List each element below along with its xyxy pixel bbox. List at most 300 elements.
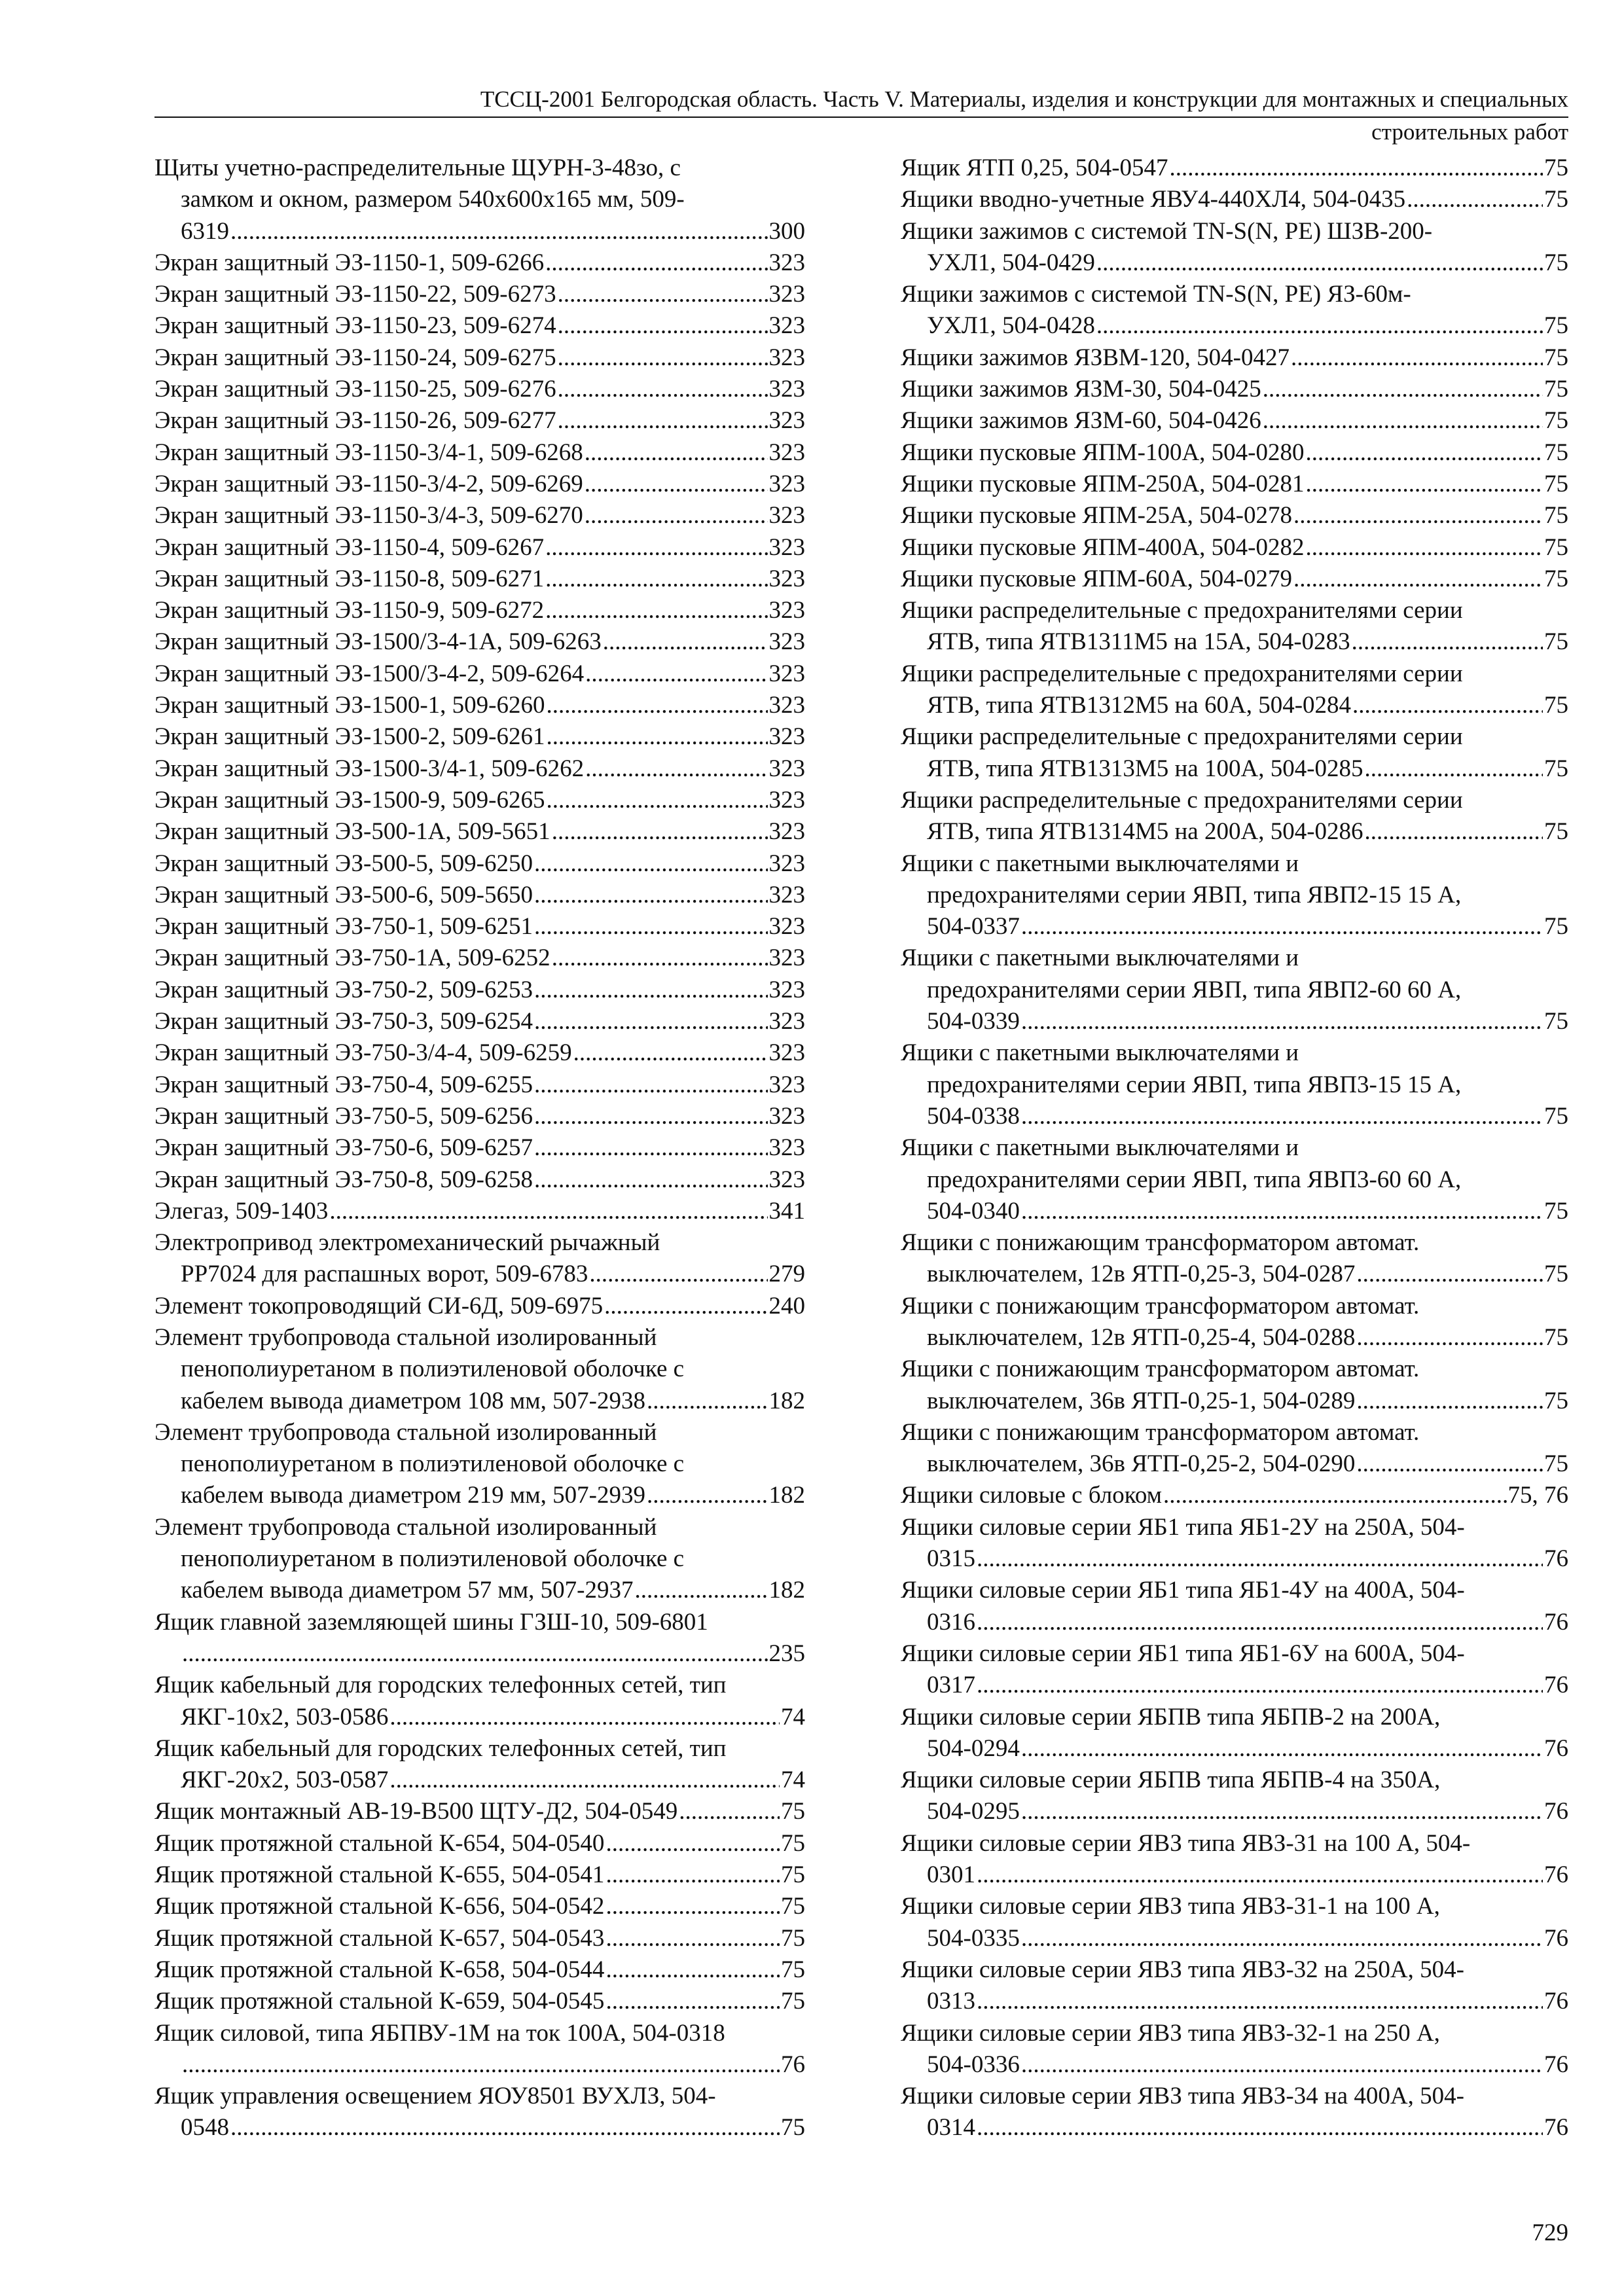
entry-page-ref: 323	[768, 628, 805, 656]
entry-last-line	[181, 1259, 805, 1290]
entry-last-line	[154, 1923, 805, 1954]
dot-leader	[1356, 1386, 1543, 1417]
dot-leader	[605, 1891, 780, 1922]
dot-leader	[534, 848, 768, 880]
entry-title: Экран защитный ЭЗ-1500/3-4-1А, 509-6263	[154, 628, 602, 656]
entry-last-line	[927, 1923, 1568, 1954]
index-entry	[154, 753, 805, 785]
index-entry	[154, 247, 805, 279]
index-entry	[901, 374, 1568, 405]
index-entry	[901, 564, 1568, 595]
entry-page-ref: 341	[768, 1197, 805, 1225]
entry-title: Экран защитный ЭЗ-500-1А, 509-5651	[154, 818, 550, 846]
index-entry	[901, 152, 1568, 184]
index-entry	[154, 1069, 805, 1101]
entry-last-line	[927, 247, 1568, 279]
index-entry	[154, 279, 805, 310]
index-entry	[901, 942, 1568, 1037]
entry-last-line	[927, 753, 1568, 785]
dot-leader	[977, 1859, 1543, 1891]
entry-title: 504-0294	[927, 1734, 1020, 1762]
entry-text-line: Ящики с понижающим трансформатором автомат.	[901, 1229, 1420, 1257]
entry-last-line	[154, 880, 805, 911]
entry-last-line	[154, 1132, 805, 1164]
dot-leader	[1021, 1101, 1543, 1132]
dot-leader	[977, 1670, 1543, 1701]
entry-last-line	[154, 658, 805, 690]
entry-page-ref: 323	[768, 533, 805, 561]
entry-last-line	[901, 342, 1568, 374]
index-entry	[154, 342, 805, 374]
entry-title: Экран защитный ЭЗ-1500-3/4-1, 509-6262	[154, 755, 585, 782]
dot-leader	[605, 1923, 780, 1954]
index-entry	[154, 1132, 805, 1164]
dot-leader	[534, 1132, 768, 1164]
entry-title: ЯТВ, типа ЯТВ1314М5 на 200А, 504-0286	[927, 818, 1363, 846]
index-entry	[154, 405, 805, 437]
index-entry	[154, 848, 805, 880]
entry-page-ref: 182	[768, 1577, 805, 1604]
dot-leader	[585, 753, 767, 785]
entry-last-line	[154, 595, 805, 626]
entry-page-ref: 323	[768, 1071, 805, 1098]
dot-leader	[635, 1575, 768, 1606]
entry-text-line: Ящики с пакетными выключателями и	[901, 1039, 1299, 1067]
entry-page-ref: 75	[1544, 439, 1568, 466]
index-entry	[901, 721, 1568, 785]
entry-title: Ящики пусковые ЯПМ-400А, 504-0282	[901, 533, 1305, 561]
entry-text-line: Ящики силовые серии ЯБПВ типа ЯБПВ-4 на 350А,	[901, 1767, 1441, 1794]
entry-title: ЯКГ-20х2, 503-0587	[181, 1767, 389, 1794]
dot-leader	[585, 500, 768, 531]
entry-title: Экран защитный ЭЗ-1150-24, 509-6275	[154, 344, 556, 371]
dot-leader	[545, 247, 767, 279]
entry-page-ref: 323	[768, 976, 805, 1003]
entry-title: Ящик протяжной стальной К-656, 504-0542	[154, 1893, 605, 1920]
entry-title: выключателем, 12в ЯТП-0,25-4, 504-0288	[927, 1323, 1356, 1351]
entry-last-line	[181, 1765, 805, 1796]
entry-title: Экран защитный ЭЗ-1500-2, 509-6261	[154, 723, 545, 751]
dot-leader	[552, 816, 768, 848]
entry-last-line	[927, 1386, 1568, 1417]
index-entry	[154, 658, 805, 690]
index-entry	[154, 690, 805, 721]
entry-title: Экран защитный ЭЗ-500-6, 509-5650	[154, 881, 533, 908]
index-entry	[901, 532, 1568, 564]
index-entry	[901, 469, 1568, 500]
entry-last-line	[927, 1986, 1568, 2017]
entry-last-line	[154, 469, 805, 500]
entry-last-line	[154, 1859, 805, 1891]
entry-page-ref: 76	[1544, 1672, 1568, 1699]
entry-page-ref: 323	[768, 1102, 805, 1130]
entry-text-line: Ящики с пакетными выключателями и	[901, 1134, 1299, 1162]
entry-last-line	[927, 816, 1568, 848]
index-entry	[154, 500, 805, 531]
entry-page-ref: 75	[1544, 312, 1568, 340]
entry-page-ref: 323	[768, 786, 805, 814]
dot-leader	[1407, 184, 1543, 215]
entry-last-line	[181, 1480, 805, 1511]
entry-title: Экран защитный ЭЗ-1150-1, 509-6266	[154, 249, 545, 276]
dot-leader	[1352, 690, 1543, 721]
entry-last-line	[154, 1164, 805, 1196]
entry-title: 504-0336	[927, 2051, 1020, 2078]
entry-title: ЯТВ, типа ЯТВ1311М5 на 15А, 504-0283	[927, 628, 1350, 656]
dot-leader	[558, 310, 768, 342]
dot-leader	[389, 1765, 780, 1796]
header-title-line: ТССЦ-2001 Белгородская область. Часть V. Материалы, изделия и конструкции для монтажных и специальных	[480, 86, 1568, 112]
index-entry	[154, 1891, 805, 1922]
entry-title: Ящики пусковые ЯПМ-250А, 504-0281	[901, 470, 1305, 497]
entry-last-line	[901, 532, 1568, 564]
entry-page-ref: 74	[781, 1703, 805, 1731]
entry-title: Экран защитный ЭЗ-1500-1, 509-6260	[154, 692, 545, 719]
dot-leader	[1352, 626, 1543, 658]
entry-title: Экран защитный ЭЗ-1150-4, 509-6267	[154, 533, 545, 561]
entry-page-ref: 75	[1544, 1102, 1568, 1130]
dot-leader	[977, 1607, 1543, 1638]
entry-last-line	[154, 942, 805, 974]
entry-page-ref: 323	[768, 1039, 805, 1067]
entry-title: Экран защитный ЭЗ-750-4, 509-6255	[154, 1071, 533, 1098]
entry-text-line: предохранителями серии ЯВП, типа ЯВП3-60 60 А,	[927, 1166, 1462, 1193]
entry-last-line	[154, 721, 805, 753]
entry-title: выключателем, 36в ЯТП-0,25-1, 504-0289	[927, 1387, 1356, 1414]
entry-page-ref: 323	[768, 439, 805, 466]
entry-title: 0548	[181, 2114, 229, 2142]
dot-leader	[1291, 342, 1543, 374]
entry-last-line	[901, 152, 1568, 184]
entry-text-line: Ящики с понижающим трансформатором автомат.	[901, 1418, 1420, 1446]
entry-title: кабелем вывода диаметром 219 мм, 507-2939	[181, 1482, 645, 1509]
index-entry	[901, 1702, 1568, 1765]
index-entry	[901, 279, 1568, 342]
entry-text-line: Ящики силовые серии ЯВЗ типа ЯВЗ-31 на 100 А, 504-	[901, 1829, 1471, 1857]
entry-title: Ящик протяжной стальной К-659, 504-0545	[154, 1988, 605, 2015]
entry-text-line: Ящик управления освещением ЯОУ8501 ВУХЛЗ, 504-	[154, 2083, 716, 2110]
dot-leader	[534, 880, 768, 911]
entry-last-line	[927, 1670, 1568, 1701]
entry-text-line: Ящики с понижающим трансформатором автомат.	[901, 1355, 1420, 1383]
entry-last-line	[154, 1037, 805, 1069]
dot-leader	[558, 342, 768, 374]
entry-last-line	[154, 1101, 805, 1132]
entry-title: Экран защитный ЭЗ-750-1А, 509-6252	[154, 944, 550, 972]
dot-leader	[1021, 911, 1543, 942]
entry-last-line	[927, 690, 1568, 721]
entry-page-ref: 323	[768, 597, 805, 624]
entry-last-line	[181, 1638, 805, 1670]
entry-title: Ящики силовые с блоком	[901, 1482, 1163, 1509]
entry-page-ref: 75	[1544, 692, 1568, 719]
entry-title: Элемент токопроводящий СИ-6Д, 509-6975	[154, 1292, 604, 1319]
entry-text-line: Ящики с пакетными выключателями и	[901, 944, 1299, 972]
index-entry	[901, 848, 1568, 943]
entry-text-line: Элемент трубопровода стальной изолированный	[154, 1418, 657, 1446]
dot-leader	[605, 1859, 780, 1891]
entry-page-ref: 279	[768, 1261, 805, 1288]
entry-last-line	[927, 1543, 1568, 1575]
entry-page-ref: 76	[1544, 1861, 1568, 1889]
entry-page-ref: 323	[768, 312, 805, 340]
entry-page-ref: 323	[768, 470, 805, 497]
running-header	[154, 84, 1568, 145]
entry-text-line: Ящики распределительные с предохранителями серии	[901, 660, 1463, 687]
index-entry	[154, 1954, 805, 1986]
dot-leader	[1365, 753, 1543, 785]
dot-leader	[585, 658, 767, 690]
index-entry	[901, 658, 1568, 722]
entry-page-ref: 76	[781, 2051, 805, 2078]
entry-last-line	[154, 437, 805, 469]
entry-title: 504-0338	[927, 1102, 1020, 1130]
entry-title: 0317	[927, 1672, 975, 1699]
entry-last-line	[154, 816, 805, 848]
index-entry	[154, 1196, 805, 1227]
index-entry	[901, 1575, 1568, 1638]
dot-leader	[1293, 500, 1543, 531]
index-entry	[901, 2018, 1568, 2081]
entry-last-line	[154, 247, 805, 279]
entry-page-ref: 75	[1544, 249, 1568, 276]
dot-leader	[1021, 1796, 1543, 1827]
entry-title: 0314	[927, 2114, 975, 2142]
dot-leader	[545, 595, 767, 626]
dot-leader	[1356, 1448, 1543, 1480]
entry-text-line: Элемент трубопровода стальной изолированный	[154, 1323, 657, 1351]
index-entry	[154, 911, 805, 942]
index-entry	[154, 469, 805, 500]
entry-text-line: пенополиуретаном в полиэтиленовой оболочке с	[181, 1450, 685, 1478]
dot-leader	[589, 1259, 767, 1290]
entry-page-ref: 75	[1544, 1197, 1568, 1225]
dot-leader	[558, 374, 768, 405]
entry-title: Ящик протяжной стальной К-658, 504-0544	[154, 1956, 605, 1983]
dot-leader	[558, 405, 768, 437]
dot-leader	[573, 1037, 768, 1069]
entry-page-ref: 75	[1544, 344, 1568, 371]
entry-last-line	[927, 1101, 1568, 1132]
index-entry	[154, 721, 805, 753]
entry-text-line: Элемент трубопровода стальной изолированный	[154, 1513, 657, 1541]
dot-leader	[534, 1164, 768, 1196]
entry-last-line	[927, 1607, 1568, 1638]
index-entry	[901, 1891, 1568, 1954]
entry-page-ref: 323	[768, 692, 805, 719]
entry-title: ЯТВ, типа ЯТВ1312М5 на 60А, 504-0284	[927, 692, 1352, 719]
entry-text-line: Щиты учетно-распределительные ЩУРН-3-48зо, с	[154, 154, 681, 181]
entry-page-ref: 323	[768, 723, 805, 751]
index-entry	[901, 785, 1568, 848]
dot-leader	[977, 1543, 1543, 1575]
dot-leader	[1021, 1196, 1543, 1227]
index-entry	[154, 310, 805, 342]
dot-leader	[977, 1986, 1543, 2017]
entry-last-line	[901, 437, 1568, 469]
entry-last-line	[154, 342, 805, 374]
entry-text-line: Ящик силовой, типа ЯБПВУ-1М на ток 100А, 504-0318	[154, 2019, 725, 2047]
dot-leader	[546, 690, 767, 721]
entry-title: Экран защитный ЭЗ-750-1, 509-6251	[154, 913, 533, 941]
dot-leader	[1305, 437, 1543, 469]
entry-page-ref: 75	[1544, 1323, 1568, 1351]
entry-text-line: Ящик кабельный для городских телефонных сетей, тип	[154, 1734, 727, 1762]
index-entry	[154, 532, 805, 564]
dot-leader	[1356, 1259, 1543, 1290]
entry-text-line: предохранителями серии ЯВП, типа ЯВП2-60 60 А,	[927, 976, 1462, 1003]
index-entry	[901, 1765, 1568, 1828]
entry-last-line	[927, 1006, 1568, 1037]
entry-last-line	[901, 184, 1568, 215]
dot-leader	[1293, 564, 1543, 595]
entry-title: 0301	[927, 1861, 975, 1889]
entry-title: Экран защитный ЭЗ-750-8, 509-6258	[154, 1166, 533, 1193]
entry-last-line	[927, 1448, 1568, 1480]
entry-title: Ящики зажимов ЯЗМ-30, 504-0425	[901, 376, 1261, 403]
entry-page-ref: 75	[781, 1988, 805, 2015]
entry-text-line: предохранителями серии ЯВП, типа ЯВП3-15 15 А,	[927, 1071, 1462, 1098]
entry-page-ref: 75	[1544, 376, 1568, 403]
dot-leader	[1021, 2049, 1543, 2081]
entry-last-line	[927, 1196, 1568, 1227]
index-entry	[154, 1607, 805, 1670]
index-entry	[901, 1417, 1568, 1480]
entry-page-ref: 323	[768, 1134, 805, 1162]
entry-last-line	[927, 2049, 1568, 2081]
index-column-left	[154, 152, 805, 2144]
index-entry	[154, 1796, 805, 1827]
dot-leader	[329, 1196, 767, 1227]
entry-title: выключателем, 12в ЯТП-0,25-3, 504-0287	[927, 1261, 1356, 1288]
entry-last-line	[154, 753, 805, 785]
entry-last-line	[154, 1291, 805, 1322]
index-entry	[154, 564, 805, 595]
entry-title: Элегаз, 509-1403	[154, 1197, 329, 1225]
entry-page-ref: 75	[1544, 533, 1568, 561]
entry-last-line	[154, 1891, 805, 1922]
entry-title: Экран защитный ЭЗ-1500/3-4-2, 509-6264	[154, 660, 585, 687]
entry-page-ref: 323	[768, 344, 805, 371]
entry-last-line	[901, 469, 1568, 500]
index-entry	[901, 1227, 1568, 1291]
dot-leader	[1305, 532, 1543, 564]
dot-leader	[546, 721, 767, 753]
entry-page-ref: 74	[781, 1767, 805, 1794]
entry-page-ref: 75	[1544, 755, 1568, 782]
entry-page-ref: 75	[781, 1924, 805, 1952]
index-entry	[901, 184, 1568, 215]
dot-leader	[603, 626, 768, 658]
index-entry	[901, 1354, 1568, 1417]
index-entry	[901, 1512, 1568, 1575]
entry-text-line: Ящики распределительные с предохранителями серии	[901, 786, 1463, 814]
entry-page-ref: 323	[768, 1008, 805, 1035]
dot-leader	[534, 1006, 768, 1037]
entry-last-line	[927, 626, 1568, 658]
entry-page-ref: 235	[768, 1640, 805, 1667]
entry-last-line	[154, 848, 805, 880]
entry-text-line: Ящики силовые серии ЯБ1 типа ЯБ1-4У на 400А, 504-	[901, 1577, 1465, 1604]
entry-title: 504-0295	[927, 1798, 1020, 1825]
entry-page-ref: 75	[781, 1798, 805, 1825]
entry-page-ref: 323	[768, 660, 805, 687]
entry-page-ref: 323	[768, 249, 805, 276]
entry-page-ref: 75	[1544, 502, 1568, 529]
entry-page-ref: 76	[1544, 1924, 1568, 1952]
entry-page-ref: 75	[1544, 1261, 1568, 1288]
entry-last-line	[927, 1859, 1568, 1891]
index-entry	[154, 374, 805, 405]
dot-leader	[1021, 1733, 1543, 1765]
dot-leader	[545, 532, 767, 564]
dot-leader	[552, 942, 768, 974]
dot-leader	[546, 785, 767, 816]
dot-leader	[1021, 1006, 1543, 1037]
entry-text-line: Ящики распределительные с предохранителями серии	[901, 597, 1463, 624]
entry-text-line: Ящики зажимов с системой TN-S(N, PE) ШЗВ-200-	[901, 217, 1433, 245]
entry-page-ref: 75	[1544, 186, 1568, 213]
entry-title: Ящик протяжной стальной К-654, 504-0540	[154, 1829, 605, 1857]
entry-title: 6319	[181, 217, 229, 245]
dot-leader	[605, 1986, 780, 2017]
index-entry	[154, 1512, 805, 1607]
entry-title: Экран защитный ЭЗ-1150-9, 509-6272	[154, 597, 545, 624]
entry-last-line	[927, 1259, 1568, 1290]
entry-page-ref: 323	[768, 502, 805, 529]
entry-title: 0313	[927, 1988, 975, 2015]
dot-leader	[1170, 152, 1543, 184]
entry-title: Ящики пусковые ЯПМ-60А, 504-0279	[901, 565, 1292, 592]
index-entry	[154, 1291, 805, 1322]
entry-last-line	[927, 1733, 1568, 1765]
entry-page-ref: 323	[768, 1166, 805, 1193]
index-entry	[154, 1164, 805, 1196]
index-column-right	[901, 152, 1568, 2144]
entry-last-line	[901, 1480, 1568, 1511]
entry-page-ref: 182	[768, 1482, 805, 1509]
dot-leader	[977, 2112, 1543, 2144]
entry-text-line: Ящики с понижающим трансформатором автомат.	[901, 1292, 1420, 1319]
entry-text-line: Ящик главной заземляющей шины ГЗШ-10, 509-6801	[154, 1608, 708, 1636]
entry-last-line	[154, 975, 805, 1006]
entry-title: Экран защитный ЭЗ-750-6, 509-6257	[154, 1134, 533, 1162]
entry-last-line	[901, 500, 1568, 531]
index-entry	[154, 626, 805, 658]
entry-page-ref: 75	[1544, 1450, 1568, 1478]
entry-text-line: Ящики распределительные с предохранителями серии	[901, 723, 1463, 751]
entry-text-line: пенополиуретаном в полиэтиленовой оболочке с	[181, 1545, 685, 1573]
dot-leader	[534, 911, 768, 942]
entry-title: Ящики пусковые ЯПМ-25А, 504-0278	[901, 502, 1292, 529]
entry-last-line	[154, 564, 805, 595]
entry-title: Экран защитный ЭЗ-1150-26, 509-6277	[154, 407, 556, 435]
index-entry	[154, 1417, 805, 1512]
dot-leader	[605, 1828, 780, 1859]
entry-page-ref: 323	[768, 755, 805, 782]
entry-text-line: Ящики силовые серии ЯВЗ типа ЯВЗ-34 на 400А, 504-	[901, 2083, 1464, 2110]
entry-title: Ящик ЯТП 0,25, 504-0547	[901, 154, 1168, 181]
entry-last-line	[154, 690, 805, 721]
entry-page-ref: 323	[768, 818, 805, 846]
entry-last-line	[181, 1575, 805, 1606]
index-entry	[901, 595, 1568, 658]
entry-last-line	[901, 405, 1568, 437]
index-entry	[901, 1037, 1568, 1132]
index-entry	[901, 405, 1568, 437]
entry-title: Экран защитный ЭЗ-1150-8, 509-6271	[154, 565, 545, 592]
entry-page-ref: 75	[781, 2114, 805, 2142]
